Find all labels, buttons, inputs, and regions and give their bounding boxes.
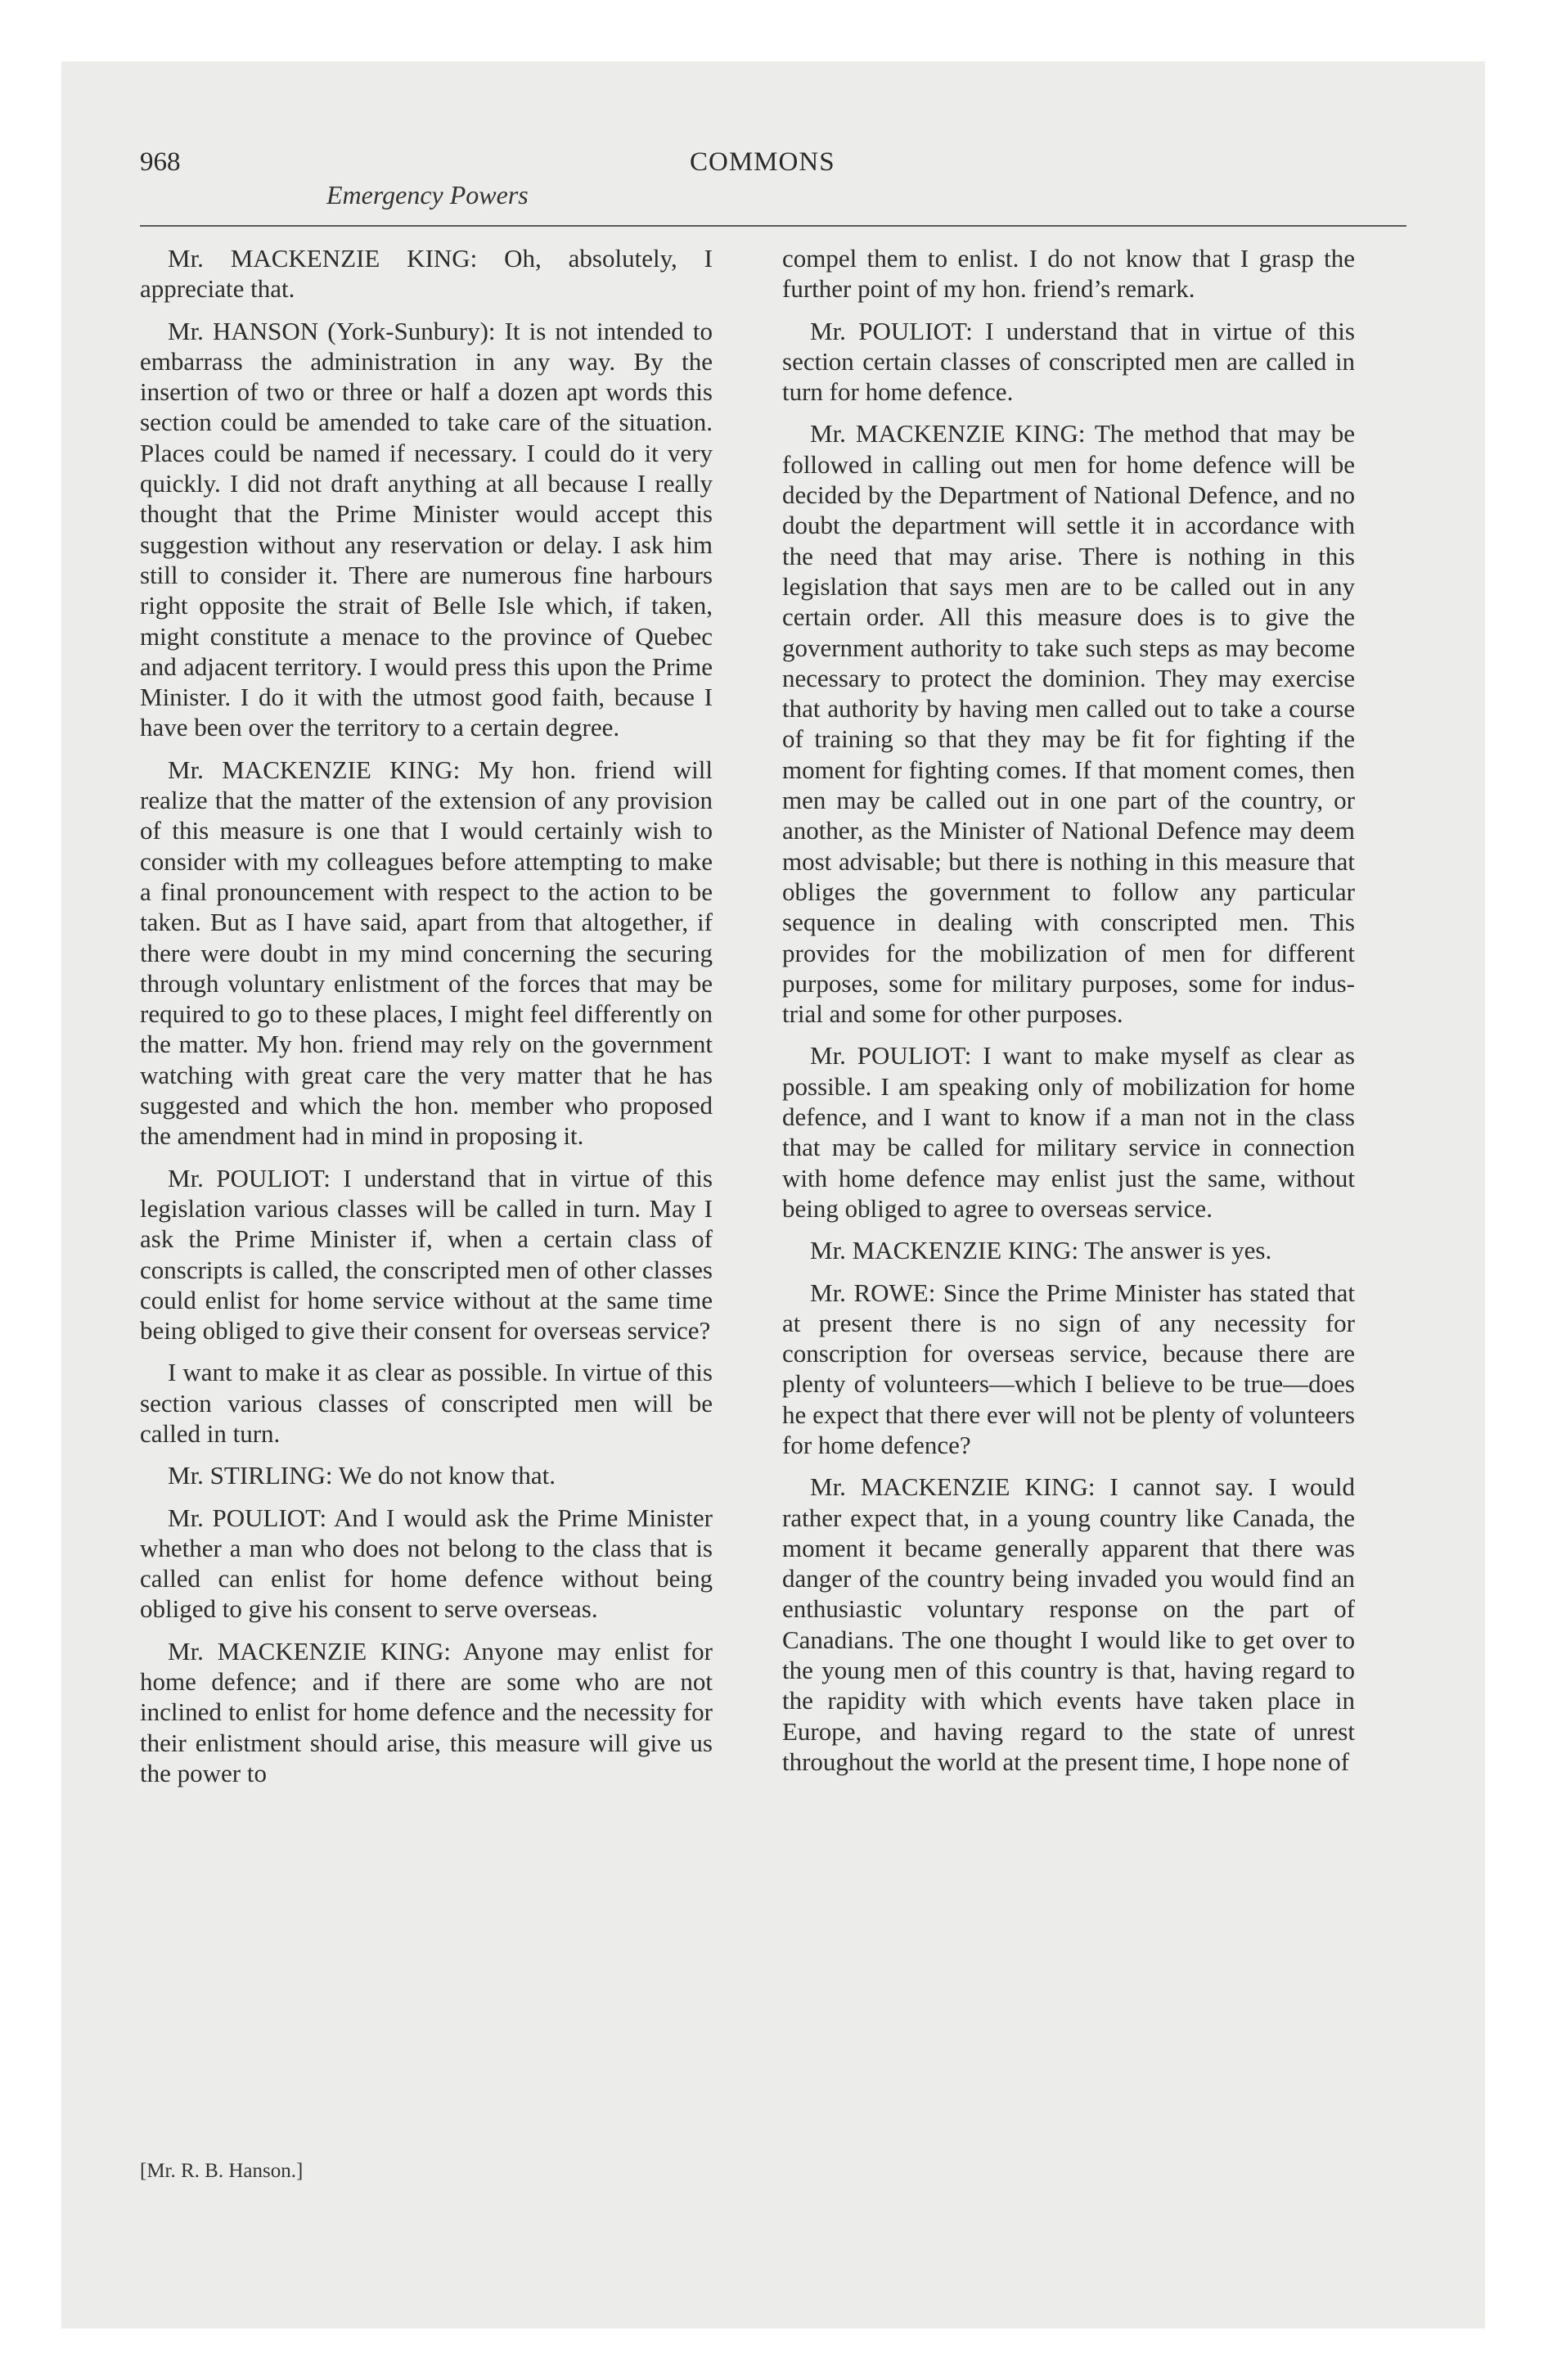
paragraph: Mr. POULIOT: And I would ask the Prime Minister whether a man who does not belong to the class that is called can enlist for home defence without being obliged to give his consent to serve overseas. (140, 1503, 713, 1624)
paragraph: Mr. HANSON (York-Sunbury): It is not intended to embarrass the administration in any way. By the insertion of two or three or half a dozen apt words this section could be amended to take care of the situation. Places could be named if necessary. I could do it very quickly. I did not draft anything at all because I really thought that the Prime Minister would accept this suggestion without any reservation or delay. I ask him still to consider it. There are numerous fine harbours right opposite the strait of Belle Isle which, if taken, might constitute a menace to the province of Quebec and adjacent territory. I would press this upon the Prime Minister. I do it with the utmost good faith, because I have been over the territory to a certain degree. (140, 316, 713, 742)
paragraph: Mr. ROWE: Since the Prime Minister has stated that at present there is no sign of any necessity for conscription for overseas service, because there are plenty of volunteers—which I believe to be true—does he expect that there ever will not be plenty of volunteers for home defence? (782, 1278, 1355, 1459)
scanned-page (61, 61, 1485, 2328)
paragraph: Mr. STIRLING: We do not know that. (168, 1461, 556, 1490)
running-head: COMMONS (690, 147, 835, 177)
header-rule (140, 225, 1406, 227)
paragraph: Mr. MACKENZIE KING: The method that may be followed in calling out men for home defence will be decided by the Department of National Defence, and no doubt the department will settle it in accordance with the need that may arise. There is nothing in this legislation that says men are to be called out in any certain order. All this measure does is to give the government authority to take such steps as may become necessary to protect the dominion. They may exercise that authority by having men called out to take a course of training so that they may be fit for fighting if the moment for fighting comes. If that moment comes, then men may be called out in one part of the country, or another, as the Minister of National Defence may deem most advisable; but there is nothing in this measure that obliges the government to follow any particular sequence in dealing with conscripted men. This provides for the mobilization of men for different purposes, some for military purposes, some for industrial and some for other purposes. (782, 419, 1355, 1029)
paragraph-continuation: compel them to enlist. I do not know that I grasp the further point of my hon. friend’s remark. (782, 244, 1355, 304)
paragraph: Mr. MACKENZIE KING: Anyone may enlist for home defence; and if there are some who are not inclined to enlist for home defence and the necessity for their enlistment should arise, this measure will give us the power to (140, 1636, 713, 1787)
page-number: 968 (140, 147, 181, 177)
paragraph: Mr. MACKENZIE KING: I cannot say. I would rather expect that, in a young country like Canada, the moment it became generally apparent that there was danger of the country being invaded you would find an enthusiastic voluntary response on the part of Canadians. The one thought I would like to get over to the young men of this country is that, having regard to the rapidity with which events have taken place in Europe, and having regard to the state of unrest throughout the world at the present time, I hope none of (782, 1472, 1355, 1776)
left-column (140, 243, 713, 1800)
right-column (782, 243, 1355, 1788)
paragraph: Mr. MACKENZIE KING: Oh, absolutely, I appreciate that. (140, 244, 713, 304)
paragraph: Mr. POULIOT: I want to make myself as clear as possible. I am speaking only of mobilization for home defence, and I want to know if a man not in the class that may be called for military service in connection with home defence may enlist just the same, without being obliged to agree to overseas service. (782, 1041, 1355, 1223)
section-title: Emergency Powers (326, 180, 529, 210)
paragraph: Mr. POULIOT: I understand that in virtue of this section certain classes of conscripted men are called in turn for home defence. (782, 316, 1355, 407)
paragraph: I want to make it as clear as possible. In virtue of this section various classes of conscripted men will be called in turn. (140, 1358, 713, 1448)
paragraph: Mr. MACKENZIE KING: The answer is yes. (810, 1236, 1272, 1265)
speaker-footnote: [Mr. R. B. Hanson.] (140, 2160, 304, 2182)
paragraph: Mr. MACKENZIE KING: My hon. friend will realize that the matter of the extension of any provision of this measure is one that I would certainly wish to consider with my colleagues before attempting to make a final pronouncement with respect to the action to be taken. But as I have said, apart from that altogether, if there were doubt in my mind concerning the securing through voluntary enlistment of the forces that may be required to go to these places, I might feel differently on the matter. My hon. friend may rely on the government watching with great care the very matter that he has suggested and which the hon. member who proposed the amendment had in mind in proposing it. (140, 755, 713, 1151)
paragraph: Mr. POULIOT: I understand that in virtue of this legislation various classes will be called in turn. May I ask the Prime Minister if, when a certain class of conscripts is called, the conscripted men of other classes could enlist for home service without at the same time being obliged to give their consent for overseas service? (140, 1163, 713, 1346)
